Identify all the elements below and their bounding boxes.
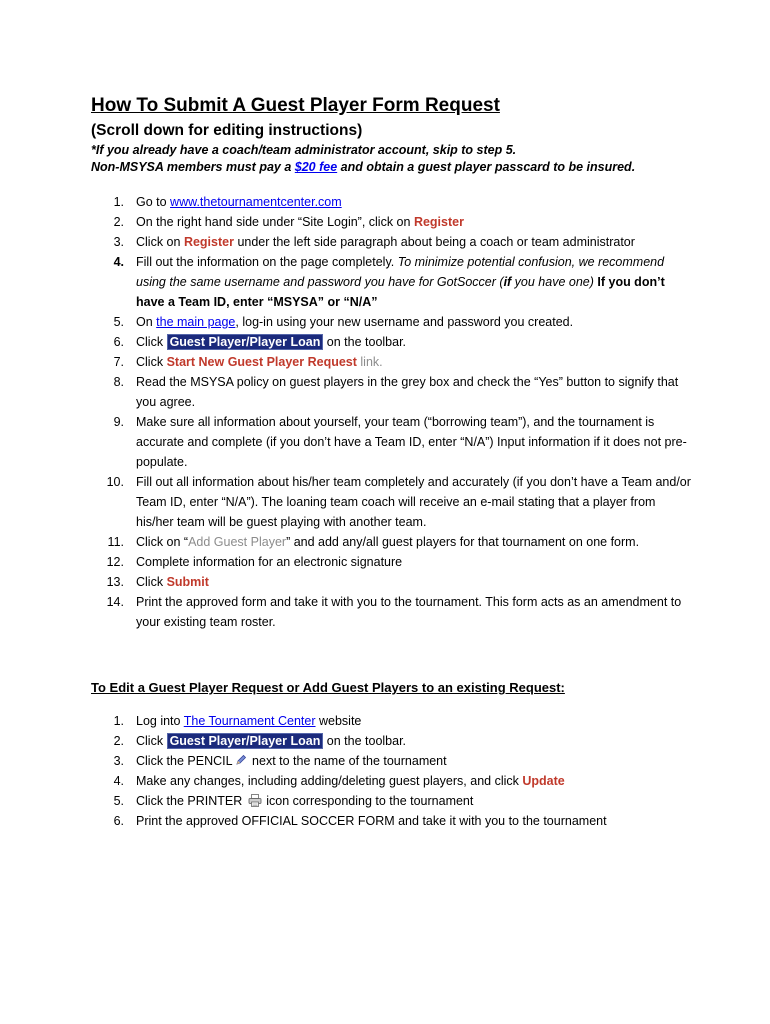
step-text: icon corresponding to the tournament — [266, 794, 474, 808]
account-note: *If you already have a coach/team administrator account, skip to step 5. — [91, 143, 517, 157]
register-label: Register — [413, 215, 464, 229]
list-item — [91, 352, 691, 372]
list-number: 6. — [113, 814, 124, 828]
submit-label: Submit — [166, 575, 209, 589]
list-item — [91, 312, 691, 332]
list-item — [91, 532, 691, 552]
list-item — [91, 811, 691, 831]
list-number: 1. — [113, 195, 124, 209]
register-label: Register — [183, 235, 234, 249]
list-number: 5. — [113, 794, 124, 808]
step-text: On — [136, 315, 157, 329]
step-text: Click the PENCIL — [136, 754, 233, 768]
list-item — [91, 332, 691, 352]
add-guest-player-label: Add Guest Player — [188, 535, 287, 549]
list-item — [91, 192, 691, 212]
fee-note-text-end: and obtain a guest player passcard to be insured. — [337, 160, 636, 174]
step-text: Fill out all information about his/her team completely and accurately (if you don’t have a Team and/or Team ID, enter “N/A”). The loaning team coach will receive an e-mail stating that a player from his/her team will be guest playing with another team. — [136, 475, 691, 529]
fee-link[interactable]: $20 fee — [294, 160, 338, 174]
list-item — [91, 592, 691, 632]
list-item — [91, 731, 691, 751]
step-text: website — [315, 714, 362, 728]
step-text: Click the PRINTER — [136, 794, 243, 808]
list-number: 10. — [106, 475, 124, 489]
list-number: 5. — [113, 315, 124, 329]
submit-steps-list — [91, 192, 691, 632]
step-text: ” and add any/all guest players for that tournament on one form. — [286, 535, 640, 549]
list-item — [91, 252, 691, 312]
list-item — [91, 711, 691, 731]
list-number: 2. — [113, 734, 124, 748]
step-text: Fill out the information on the page completely. — [136, 255, 398, 269]
step-text: next to the name of the tournament — [248, 754, 447, 768]
fee-note-text-start: Non-MSYSA members must pay a — [91, 160, 295, 174]
list-number: 4. — [113, 774, 124, 788]
list-item — [91, 552, 691, 572]
list-number: 4. — [113, 255, 124, 269]
step-text: Click — [136, 734, 167, 748]
list-number: 11. — [107, 535, 124, 549]
step-text: Print the approved OFFICIAL SOCCER FORM and take it with you to the tournament — [136, 814, 607, 828]
step-text: Click on — [136, 235, 184, 249]
list-number: 8. — [113, 375, 124, 389]
step-text: Click — [136, 575, 167, 589]
fee-note — [91, 158, 635, 176]
list-number: 2. — [113, 215, 124, 229]
step-text: , log-in using your new username and password you created. — [235, 315, 574, 329]
guest-player-loan-menu-label: Guest Player/Player Loan — [167, 733, 324, 749]
step-text: on the toolbar. — [323, 335, 407, 349]
tournament-center-url-link[interactable]: www.thetournamentcenter.com — [170, 195, 342, 209]
list-number: 13. — [106, 575, 124, 589]
step-text-bold: If you don’t have a Team ID, enter “MSYSA” or “N/A” — [136, 275, 665, 309]
step-text: Click on “ — [136, 535, 189, 549]
list-item — [91, 751, 691, 771]
step-text: Log into — [136, 714, 184, 728]
step-text: under the left side paragraph about being a coach or team administrator — [233, 235, 635, 249]
page-subtitle: (Scroll down for editing instructions) — [91, 122, 363, 139]
list-item — [91, 412, 691, 472]
step-text: Print the approved form and take it with you to the tournament. This form acts as an amendment to your existing team roster. — [136, 595, 682, 629]
list-number: 12. — [106, 555, 124, 569]
step-text: Go to — [136, 195, 171, 209]
step-text: Complete information for an electronic signature — [136, 555, 403, 569]
step-text: Read the MSYSA policy on guest players in the grey box and check the “Yes” button to signify that you agree. — [136, 375, 679, 409]
list-number: 7. — [113, 355, 124, 369]
step-text: On the right hand side under “Site Login”, click on — [136, 215, 414, 229]
list-number: 6. — [113, 335, 124, 349]
step-text: on the toolbar. — [323, 734, 407, 748]
start-request-label: Start New Guest Player Request — [166, 355, 357, 369]
step-text: Click — [136, 355, 167, 369]
pencil-icon — [235, 752, 247, 764]
list-item — [91, 472, 691, 532]
edit-section-heading: To Edit a Guest Player Request or Add Guest Players to an existing Request: — [91, 680, 565, 695]
step-text-italic: you have one) — [511, 275, 594, 289]
list-number: 14. — [106, 595, 124, 609]
list-number: 3. — [113, 235, 124, 249]
step-text: Make any changes, including adding/deleting guest players, and click — [136, 774, 523, 788]
update-label: Update — [522, 774, 565, 788]
list-item — [91, 771, 691, 791]
list-item — [91, 791, 691, 811]
list-number: 3. — [113, 754, 124, 768]
step-text: Make sure all information about yourself, your team (“borrowing team”), and the tournament is accurate and complete (if you don’t have a Team ID, enter “N/A”) Input information if it does not pre-populate. — [136, 415, 687, 469]
list-item — [91, 212, 691, 232]
main-page-link[interactable]: the main page — [156, 315, 236, 329]
list-item — [91, 232, 691, 252]
tournament-center-link[interactable]: The Tournament Center — [183, 714, 316, 728]
edit-steps-list — [91, 711, 691, 831]
guest-player-loan-menu-label: Guest Player/Player Loan — [167, 334, 324, 350]
list-number: 1. — [113, 714, 124, 728]
page-title: How To Submit A Guest Player Form Request — [91, 95, 500, 116]
step-text-italic: To minimize potential confusion, we recommend using the same username and password you have for GotSoccer ( — [136, 255, 665, 289]
printer-icon — [248, 793, 262, 806]
list-item — [91, 572, 691, 592]
step-text-bold-italic: if — [503, 275, 512, 289]
step-text: Click — [136, 335, 167, 349]
step-text: link. — [356, 355, 383, 369]
list-item — [91, 372, 691, 412]
list-number: 9. — [113, 415, 124, 429]
